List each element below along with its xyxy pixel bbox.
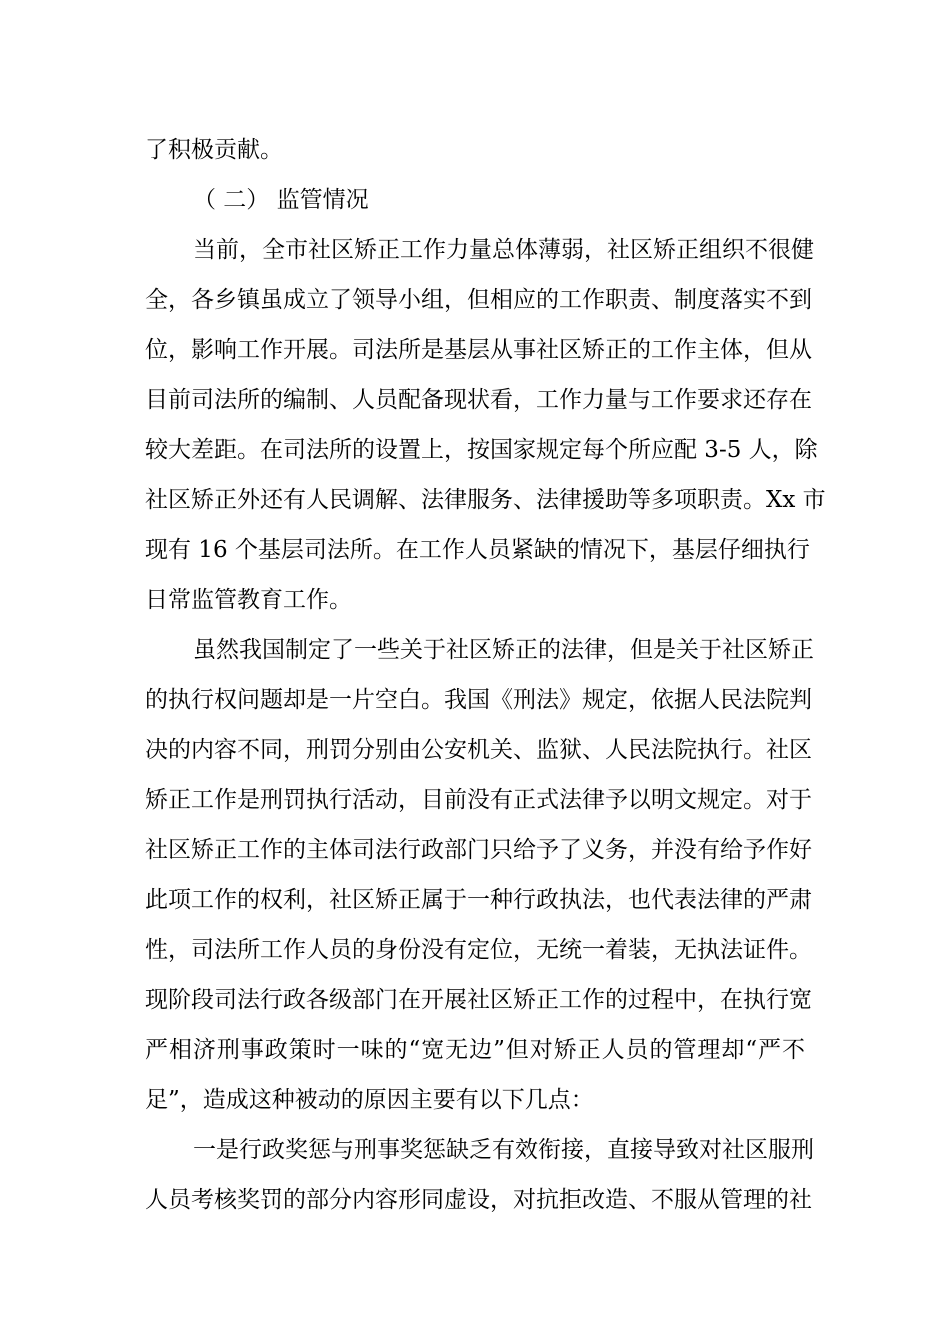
text-line: 日常监管教育工作。 <box>145 587 352 613</box>
text-line: 足”，造成这种被动的原因主要有以下几点： <box>145 1087 594 1113</box>
section-heading: （ 二） 监管情况 <box>193 187 369 213</box>
text-line: 现有 16 个基层司法所。在工作人员紧缺的情况下，基层仔细执行 <box>145 537 810 563</box>
text-line: 此项工作的权利，社区矫正属于一种行政执法，也代表法律的严肃 <box>145 887 812 913</box>
text-line: 全，各乡镇虽成立了领导小组，但相应的工作职责、制度落实不到 <box>145 287 812 313</box>
text-line: 现阶段司法行政各级部门在开展社区矫正工作的过程中，在执行宽 <box>145 987 812 1013</box>
text-line: 的执行权问题却是一片空白。我国《刑法》规定，依据人民法院判 <box>145 687 812 713</box>
text-line: 当前，全市社区矫正工作力量总体薄弱，社区矫正组织不很健 <box>193 237 814 263</box>
text-line: 决的内容不同，刑罚分别由公安机关、监狱、人民法院执行。社区 <box>145 737 812 763</box>
text-line: 目前司法所的编制、人员配备现状看，工作力量与工作要求还存在 <box>145 387 812 413</box>
text-line: 社区矫正外还有人民调解、法律服务、法律援助等多项职责。Xx 市 <box>145 487 826 513</box>
text-line: 较大差距。在司法所的设置上，按国家规定每个所应配 3-5 人，除 <box>145 437 818 463</box>
text-line: 矫正工作是刑罚执行活动，目前没有正式法律予以明文规定。对于 <box>145 787 812 813</box>
text-line: 位，影响工作开展。司法所是基层从事社区矫正的工作主体，但从 <box>145 337 812 363</box>
text-line: 性，司法所工作人员的身份没有定位，无统一着装，无执法证件。 <box>145 937 812 963</box>
text-line: 人员考核奖罚的部分内容形同虚设，对抗拒改造、不服从管理的社 <box>145 1187 812 1213</box>
text-line: 社区矫正工作的主体司法行政部门只给予了义务，并没有给予作好 <box>145 837 812 863</box>
text-line: 严相济刑事政策时一味的“宽无边”但对矫正人员的管理却“严不 <box>145 1037 805 1063</box>
text-line: 虽然我国制定了一些关于社区矫正的法律，但是关于社区矫正 <box>193 637 814 663</box>
text-line: 一是行政奖惩与刑事奖惩缺乏有效衔接，直接导致对社区服刑 <box>193 1137 814 1163</box>
text-line: 了积极贡献。 <box>145 137 283 163</box>
